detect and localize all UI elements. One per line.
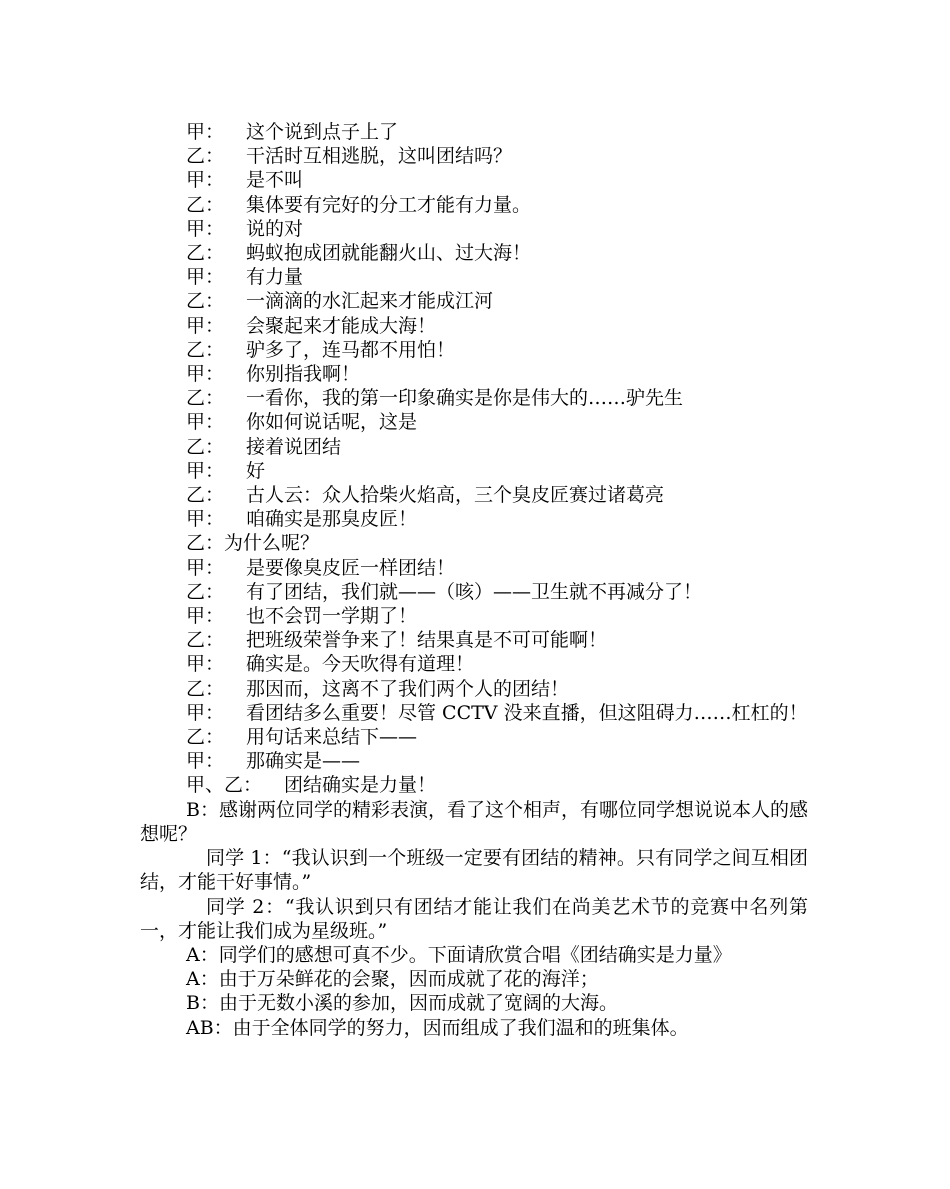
speaker: 甲： — [186, 314, 225, 337]
line-text: 用句话来总结下—— — [246, 726, 418, 749]
speaker: 甲： — [186, 653, 225, 676]
closing-line: A：同学们的感想可真不少。下面请欣赏合唱《团结确实是力量》 — [186, 943, 732, 966]
document-body — [140, 120, 808, 1040]
dialogue-line — [140, 435, 808, 459]
line-text: 也不会罚一学期了！ — [246, 605, 418, 628]
speaker: 甲： — [186, 508, 225, 531]
line-text: 你如何说话呢，这是 — [246, 411, 418, 434]
dialogue-paragraph-cctv — [140, 701, 808, 725]
line-text: 说的对 — [246, 217, 304, 240]
line-text: 有了团结，我们就——（咳）——卫生就不再减分了！ — [246, 580, 703, 603]
speaker: 乙： — [186, 387, 225, 410]
line-text: 确实是。今天吹得有道理！ — [246, 653, 475, 676]
dialogue-line — [140, 386, 808, 410]
dialogue-line — [140, 556, 808, 580]
dialogue-line-why: 乙：为什么呢？ — [186, 532, 320, 555]
line-text: 一看你，我的第一印象确实是你是伟大的……驴先生 — [246, 387, 684, 410]
dialogue-line — [140, 314, 808, 338]
dialogue-line — [140, 338, 808, 362]
speaker: 甲： — [186, 169, 225, 192]
host-b-paragraph: B：感谢两位同学的精彩表演，看了这个相声，有哪位同学想说说本人的感想呢？ — [140, 798, 808, 845]
dialogue-line — [140, 773, 808, 797]
speaker: 甲： — [186, 556, 225, 579]
student-2-paragraph: 同学 2：“我认识到只有团结才能让我们在尚美艺术节的竞赛中名列第一，才能让我们成为星级班。” — [140, 895, 808, 942]
closing-line: A：由于万朵鲜花的会聚，因而成就了花的海洋； — [186, 968, 599, 991]
line-text: 一滴滴的水汇起来才能成江河 — [246, 290, 494, 313]
line-text: 干活时互相逃脱，这叫团结吗？ — [246, 145, 513, 168]
line-text: 有力量 — [246, 266, 304, 289]
speaker: 甲： — [186, 411, 225, 434]
line-text: 咱确实是那臭皮匠！ — [246, 508, 418, 531]
line-text: 这个说到点子上了 — [246, 121, 399, 143]
speaker: 甲、乙： — [186, 774, 263, 797]
dialogue-line — [140, 193, 808, 217]
line-text: 集体要有完好的分工才能有力量。 — [246, 193, 532, 216]
speaker: 甲： — [186, 605, 225, 628]
speaker: 乙： — [186, 338, 225, 361]
speaker: 乙： — [186, 193, 225, 216]
dialogue-line — [140, 459, 808, 483]
speaker: 乙： — [186, 677, 225, 700]
speaker: 甲： — [186, 121, 225, 143]
speaker: 甲： — [186, 750, 225, 773]
dialogue-line — [140, 483, 808, 507]
dialogue-line — [140, 168, 808, 192]
line-text: 古人云：众人拾柴火焰高，三个臭皮匠赛过诸葛亮 — [246, 484, 665, 507]
line-text: 那确实是—— — [246, 750, 361, 773]
dialogue-line — [140, 120, 808, 144]
dialogue-line — [140, 289, 808, 313]
line-text: 团结确实是力量！ — [284, 774, 437, 797]
dialogue-line — [140, 144, 808, 168]
line-text: 是不叫 — [246, 169, 304, 192]
dialogue-line — [140, 241, 808, 265]
speaker: 乙： — [186, 484, 225, 507]
dialogue-line — [140, 410, 808, 434]
speaker: 乙： — [186, 290, 225, 313]
line-text: 那因而，这离不了我们两个人的团结！ — [246, 677, 570, 700]
speaker: 乙： — [186, 145, 225, 168]
speaker: 乙： — [186, 726, 225, 749]
speaker: 乙： — [186, 629, 225, 652]
dialogue-line — [140, 507, 808, 531]
dialogue-line — [140, 652, 808, 676]
speaker: 乙： — [186, 580, 225, 603]
dialogue-line — [140, 604, 808, 628]
line-text: 把班级荣誉争来了！结果真是不可可能啊！ — [246, 629, 608, 652]
speaker: 甲： — [186, 459, 225, 482]
dialogue-line — [140, 362, 808, 386]
line-text: 好 — [246, 459, 266, 482]
dialogue-line — [140, 265, 808, 289]
dialogue-line — [140, 217, 808, 241]
line-text: 你别指我啊！ — [246, 363, 361, 386]
student-1-paragraph: 同学 1：“我认识到一个班级一定要有团结的精神。只有同学之间互相团结，才能干好事情。” — [140, 847, 808, 894]
line-text: 接着说团结 — [246, 435, 342, 458]
line-text: 会聚起来才能成大海！ — [246, 314, 437, 337]
closing-line: B：由于无数小溪的参加，因而成就了宽阔的大海。 — [186, 992, 618, 1015]
line-text: 蚂蚁抱成团就能翻火山、过大海！ — [246, 242, 532, 265]
line-text: 是要像臭皮匠一样团结！ — [246, 556, 456, 579]
line-text: 看团结多么重要！尽管 CCTV 没来直播，但这阻碍力……杠杠的！ — [246, 701, 808, 724]
speaker: 乙： — [186, 435, 225, 458]
speaker: 甲： — [186, 701, 225, 724]
speaker: 乙： — [186, 242, 225, 265]
closing-line: AB：由于全体同学的努力，因而组成了我们温和的班集体。 — [186, 1016, 689, 1039]
dialogue-line — [140, 677, 808, 701]
dialogue-line — [140, 628, 808, 652]
dialogue-line — [140, 725, 808, 749]
dialogue-line — [140, 580, 808, 604]
speaker: 甲： — [186, 217, 225, 240]
line-text: 驴多了，连马都不用怕！ — [246, 338, 456, 361]
speaker: 甲： — [186, 266, 225, 289]
speaker: 甲： — [186, 363, 225, 386]
dialogue-line — [140, 749, 808, 773]
